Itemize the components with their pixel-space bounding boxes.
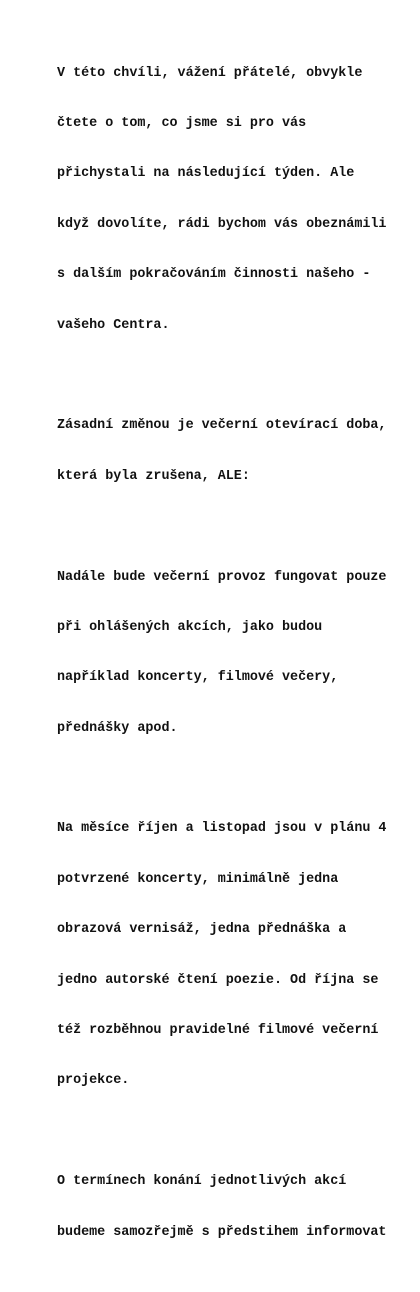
- text-line: budeme samozřejmě s předstihem informovat: [57, 1224, 387, 1240]
- text-line: též rozběhnou pravidelné filmové večerní: [57, 1023, 379, 1039]
- text-line: při ohlášených akcích, jako budou: [57, 619, 323, 635]
- text-line: Nadále bude večerní provoz fungovat pouze: [57, 569, 387, 585]
- text-line: obrazová vernisáž, jedna přednáška a: [57, 922, 347, 938]
- paragraph-intro: [57, 32, 417, 368]
- paragraph-schedule: [57, 788, 417, 1124]
- text-line: jedno autorské čtení poezie. Od října se: [57, 972, 379, 988]
- paragraph-dates-info: [57, 1141, 417, 1275]
- paragraph-evening-events: [57, 536, 417, 771]
- text-line: přednášky apod.: [57, 720, 178, 736]
- document-body: [57, 32, 417, 1292]
- text-line: V této chvíli, vážení přátelé, obvykle: [57, 65, 363, 81]
- text-line: O termínech konání jednotlivých akcí: [57, 1174, 347, 1190]
- text-line: například koncerty, filmové večery,: [57, 670, 339, 686]
- text-line: potvrzené koncerty, minimálně jedna: [57, 871, 339, 887]
- text-line: přichystali na následující týden. Ale: [57, 166, 355, 182]
- text-line: Na měsíce říjen a listopad jsou v plánu 4: [57, 821, 387, 837]
- text-line: projekce.: [57, 1073, 130, 1089]
- text-line: která byla zrušena, ALE:: [57, 468, 250, 484]
- text-line: vašeho Centra.: [57, 317, 170, 333]
- paragraph-opening-hours: [57, 385, 417, 519]
- text-line: s dalším pokračováním činnosti našeho -: [57, 267, 371, 283]
- text-line: Zásadní změnou je večerní otevírací doba,: [57, 418, 387, 434]
- text-line: když dovolíte, rádi bychom vás obeznámili: [57, 216, 387, 232]
- text-line: čtete o tom, co jsme si pro vás: [57, 115, 307, 131]
